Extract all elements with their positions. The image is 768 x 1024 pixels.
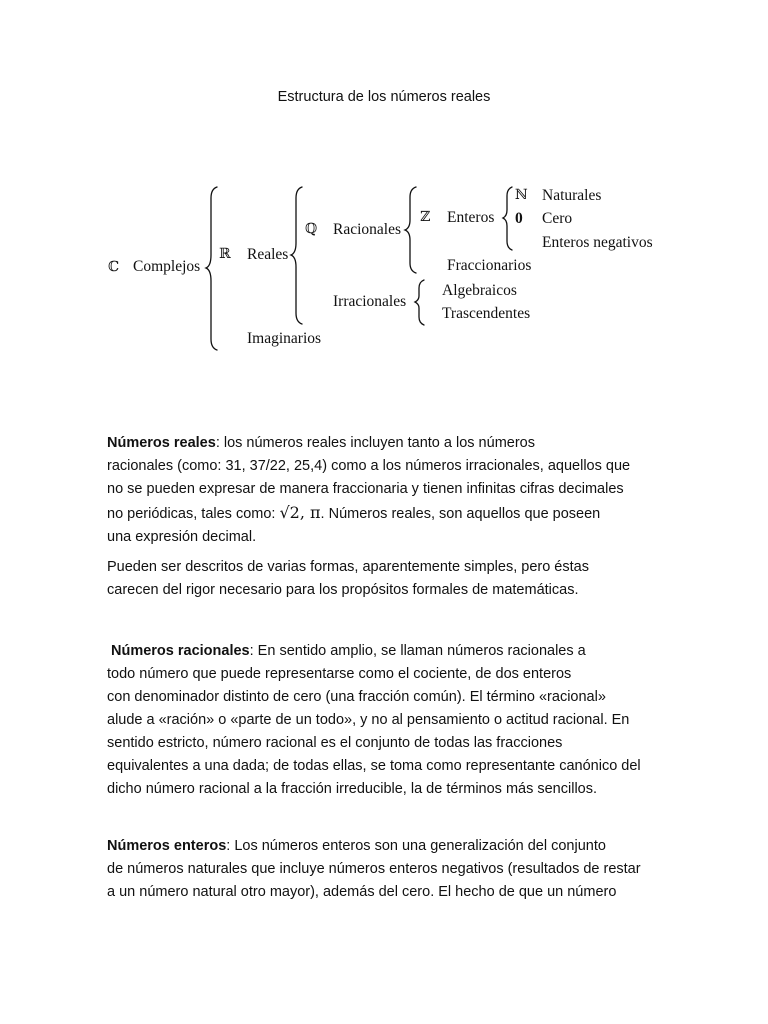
reales-line: carecen del rigor necesario para los propósitos formales de matemáticas.: [107, 582, 579, 598]
reales-line: Pueden ser descritos de varias formas, aparentemente simples, pero éstas: [107, 559, 589, 575]
reales-label: Reales: [247, 246, 289, 263]
section-numeros-racionales-body: [107, 663, 672, 801]
racionales-line: sentido estricto, número racional es el conjunto de todas las fracciones: [107, 735, 563, 751]
enteros-label: Enteros: [447, 209, 495, 226]
racionales-line: con denominador distinto de cero (una fracción común). El término «racional»: [107, 689, 606, 705]
racionales-line: dicho número racional a la fracción irreducible, la de términos más sencillos.: [107, 781, 598, 797]
reales-symbol: ℝ: [219, 246, 231, 262]
racionales-line: equivalentes a una dada; de todas ellas, se toma como representante canónico del: [107, 758, 641, 774]
diagram-braces: [0, 0, 768, 380]
section-numeros-racionales: [111, 640, 676, 663]
enteros-negativos-label: Enteros negativos: [542, 234, 653, 251]
enteros-heading: Números enteros: [107, 838, 227, 854]
fraccionarios-label: Fraccionarios: [447, 257, 532, 274]
brace-irracionales: [415, 280, 424, 325]
brace-enteros: [503, 187, 512, 250]
imaginarios-label: Imaginarios: [247, 330, 322, 347]
racionales-line: alude a «ración» o «parte de un todo», y no al pensamiento o actitud racional. En: [107, 712, 630, 728]
complejos-symbol: ℂ: [108, 259, 120, 275]
naturales-symbol: ℕ: [515, 187, 528, 203]
algebraicos-label: Algebraicos: [442, 282, 517, 299]
reales-line: : los números reales incluyen tanto a los números: [215, 435, 535, 451]
racionales-line: : En sentido amplio, se llaman números racionales a: [249, 643, 586, 659]
racionales-heading: Números racionales: [111, 643, 250, 659]
reales-line: una expresión decimal.: [107, 529, 257, 545]
enteros-line: : Los números enteros son una generalización del conjunto: [226, 838, 606, 854]
reales-line: . Números reales, son aquellos que poseen: [320, 506, 601, 522]
section-numeros-reales: [107, 432, 672, 602]
enteros-symbol: ℤ: [420, 209, 431, 225]
trascendentes-label: Trascendentes: [442, 305, 531, 322]
brace-reales: [291, 187, 302, 324]
racionales-symbol: ℚ: [305, 221, 318, 237]
brace-racionales: [405, 187, 416, 273]
reales-heading: Números reales: [107, 435, 216, 451]
naturales-label: Naturales: [542, 187, 602, 204]
reales-line: racionales (como: 31, 37/22, 25,4) como a los números irracionales, aquellos que: [107, 458, 631, 474]
reales-line: no se pueden expresar de manera fraccionaria y tienen infinitas cifras decimales: [107, 481, 624, 497]
brace-complejos: [206, 187, 217, 350]
racionales-label: Racionales: [333, 221, 402, 238]
cero-symbol: 0: [515, 210, 523, 227]
enteros-line: de números naturales que incluye números enteros negativos (resultados de restar: [107, 861, 641, 877]
complejos-label: Complejos: [133, 258, 201, 275]
racionales-line: todo número que puede representarse como el cociente, de dos enteros: [107, 666, 572, 682]
enteros-line: a un número natural otro mayor), además del cero. El hecho de que un número: [107, 884, 617, 900]
irracionales-label: Irracionales: [333, 293, 407, 310]
math-sqrt2-pi: √2, π: [279, 503, 321, 522]
reales-line: no periódicas, tales como:: [107, 506, 280, 522]
cero-label: Cero: [542, 210, 573, 227]
page-title: Estructura de los números reales: [277, 89, 491, 105]
section-numeros-enteros: [107, 835, 672, 904]
